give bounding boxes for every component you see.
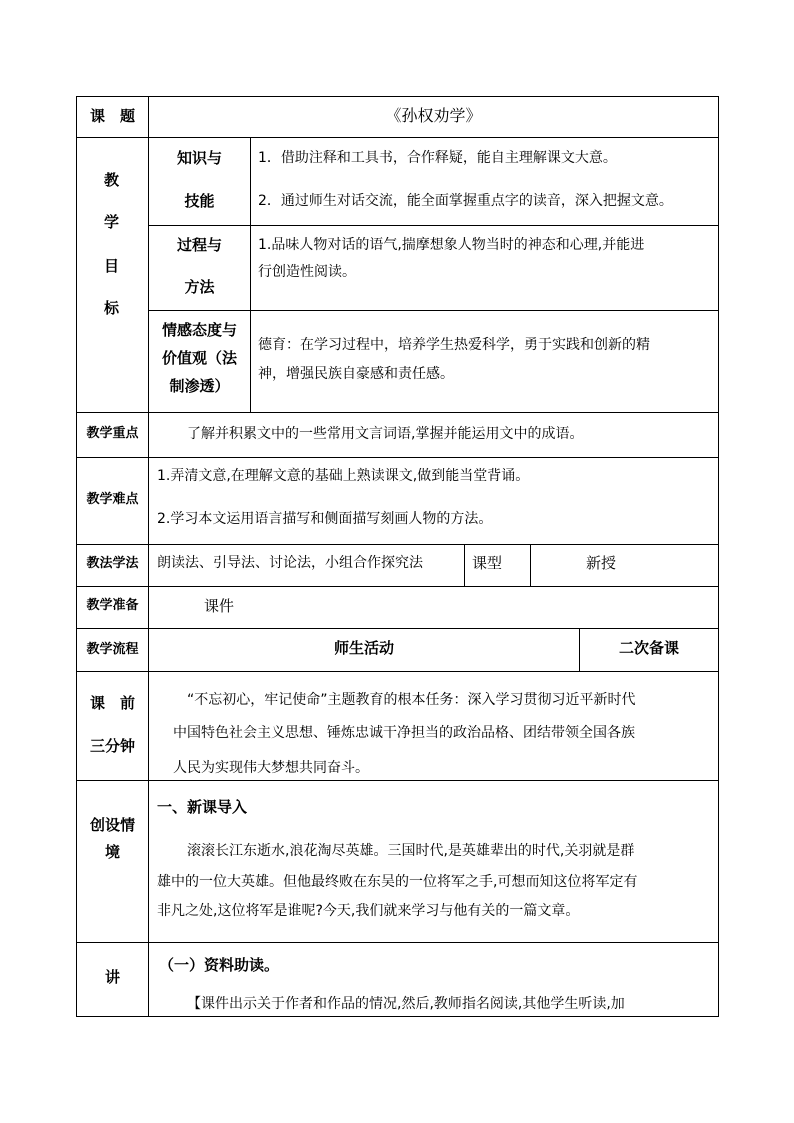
process-objective: 行创造性阅读。 bbox=[258, 264, 356, 280]
pre-class-text: 人民为实现伟大梦想共同奋斗。 bbox=[173, 760, 369, 776]
table-rule bbox=[250, 137, 251, 413]
difficulties-label: 教学难点 bbox=[86, 492, 139, 507]
table-rule bbox=[148, 310, 719, 311]
objectives-label-char: 教 bbox=[104, 171, 120, 189]
lesson-type-value: 新授 bbox=[585, 554, 616, 572]
table-rule bbox=[76, 412, 719, 413]
methods-label: 教法学法 bbox=[86, 556, 139, 571]
lecture-heading: （一）资料助读。 bbox=[159, 956, 280, 974]
key-points-text: 了解并积累文中的一些常用文言词语,掌握并能运用文中的成语。 bbox=[187, 426, 584, 442]
process-label: 过程与 bbox=[176, 236, 222, 254]
table-rule bbox=[76, 780, 719, 781]
intro-text: 雄中的一位大英雄。但他最终败在东吴的一位将军之手,可想而知这位将军定有 bbox=[157, 874, 638, 890]
methods-text: 朗读法、引导法、讨论法，小组合作探究法 bbox=[157, 555, 423, 571]
preparation-label: 教学准备 bbox=[86, 598, 139, 613]
flow-activity-header: 师生活动 bbox=[333, 639, 394, 657]
key-points-label: 教学重点 bbox=[86, 426, 139, 441]
table-rule bbox=[148, 225, 719, 226]
table-rule bbox=[718, 96, 719, 1017]
intro-text: 非凡之处,这位将军是谁呢?今天,我们就来学习与他有关的一篇文章。 bbox=[157, 903, 580, 919]
pre-class-text: 中国特色社会主义思想、锤炼忠诚干净担当的政治品格、团结带领全国各族 bbox=[173, 725, 635, 741]
objectives-label-char: 学 bbox=[104, 213, 120, 231]
difficulties-text: 1.弄清文意,在理解文意的基础上熟读课文,做到能当堂背诵。 bbox=[157, 468, 530, 484]
intro-label: 境 bbox=[104, 843, 120, 861]
pre-class-label: 三分钟 bbox=[89, 737, 135, 755]
intro-heading: 一、新课导入 bbox=[157, 798, 248, 816]
difficulties-text: 2.学习本文运用语言描写和侧面描写刻画人物的方法。 bbox=[157, 511, 493, 527]
lesson-title-label: 课 题 bbox=[89, 107, 135, 125]
process-label: 方法 bbox=[184, 278, 215, 296]
table-rule bbox=[76, 137, 719, 138]
table-rule bbox=[464, 544, 465, 587]
intro-text: 滚滚长江东逝水,浪花淘尽英雄。三国时代,是英雄辈出的时代,关羽就是群 bbox=[187, 843, 635, 859]
table-rule bbox=[76, 544, 719, 545]
table-rule bbox=[76, 457, 719, 458]
knowledge-label: 技能 bbox=[184, 192, 215, 210]
knowledge-label: 知识与 bbox=[176, 149, 222, 167]
lesson-title-value: 《孙权劝学》 bbox=[385, 106, 482, 125]
table-rule bbox=[76, 628, 719, 629]
lecture-label: 讲 bbox=[104, 968, 120, 986]
table-rule bbox=[76, 586, 719, 587]
preparation-text: 课件 bbox=[204, 597, 235, 615]
process-objective: 1.品味人物对话的语气,揣摩想象人物当时的神态和心理,并能进 bbox=[258, 237, 645, 253]
table-rule bbox=[76, 96, 719, 97]
emotion-objective: 德育：在学习过程中，培养学生热爱科学，勇于实践和创新的精 bbox=[258, 337, 650, 353]
pre-class-label: 课 前 bbox=[89, 694, 135, 712]
flow-second-header: 二次备课 bbox=[618, 639, 679, 657]
intro-label: 创设情 bbox=[89, 816, 135, 834]
emotion-label: 情感态度与 bbox=[161, 321, 237, 339]
flow-label: 教学流程 bbox=[86, 642, 139, 657]
knowledge-objective: 1．借助注释和工具书，合作释疑，能自主理解课文大意。 bbox=[258, 150, 617, 166]
lecture-text: 【课件出示关于作者和作品的情况,然后,教师指名阅读,其他学生听读,加 bbox=[187, 996, 625, 1012]
objectives-label-char: 目 bbox=[104, 257, 120, 275]
table-rule bbox=[76, 671, 719, 672]
pre-class-text: “不忘初心，牢记使命”主题教育的根本任务：深入学习贯彻习近平新时代 bbox=[187, 692, 636, 708]
table-rule bbox=[76, 942, 719, 943]
emotion-objective: 神，增强民族自豪感和责任感。 bbox=[258, 366, 454, 382]
lesson-type-label: 课型 bbox=[472, 554, 503, 572]
emotion-label: 制渗透） bbox=[169, 377, 230, 395]
table-rule bbox=[76, 1016, 719, 1017]
knowledge-objective: 2．通过师生对话交流，能全面掌握重点字的读音，深入把握文意。 bbox=[258, 193, 673, 209]
objectives-label-char: 标 bbox=[104, 299, 120, 317]
emotion-label: 价值观（法 bbox=[161, 349, 237, 367]
